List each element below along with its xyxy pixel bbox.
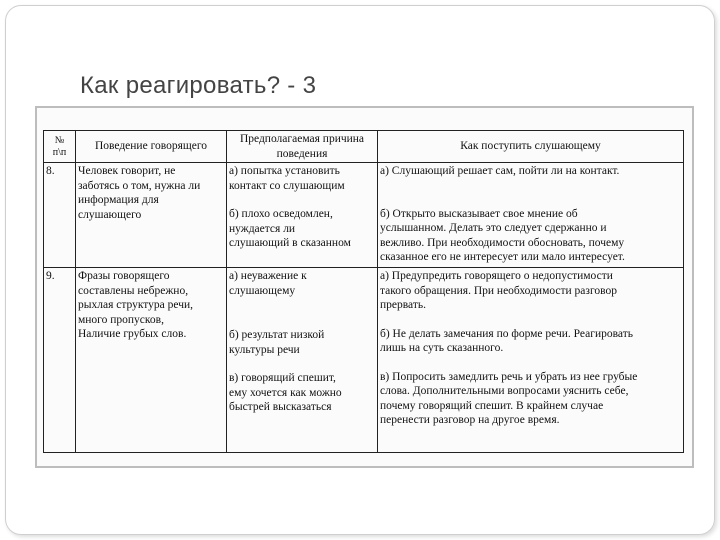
row-number: 8. bbox=[44, 163, 76, 268]
behavior-cell: Фразы говорящего составлены небрежно, рыхлая структура речи, много пропусков, Наличие грубых слов. bbox=[76, 268, 227, 453]
table-header-row bbox=[44, 131, 684, 163]
cause-cell bbox=[227, 163, 378, 268]
action-item: б) Не делать замечания по форме речи. Реагировать лишь на суть сказанного. bbox=[380, 327, 633, 354]
slide-title: Как реагировать? - 3 bbox=[80, 72, 317, 99]
header-cause: Предполагаемая причина поведения bbox=[227, 131, 378, 163]
action-item: а) Предупредить говорящего о недопустимости такого обращения. При необходимости разговор прервать. bbox=[380, 270, 617, 311]
header-action: Как поступить слушающему bbox=[378, 131, 684, 163]
behavior-table bbox=[43, 130, 684, 453]
behavior-cell: Человек говорит, не заботясь о том, нужна ли информация для слушающего bbox=[76, 163, 227, 268]
cause-item: б) результат низкой культуры речи bbox=[229, 329, 325, 356]
row-number: 9. bbox=[44, 268, 76, 453]
action-cell bbox=[378, 163, 684, 268]
header-behavior: Поведение говорящего bbox=[76, 131, 227, 163]
table-row bbox=[44, 268, 684, 453]
header-num: № п\п bbox=[44, 131, 76, 163]
action-item: в) Попросить замедлить речь и убрать из нее грубые слова. Дополнительными вопросами уяснить себе, почему говорящий спешит. В крайнем случае перенести разговор на другое время. bbox=[380, 370, 638, 426]
cause-item: а) попытка установить контакт со слушающим bbox=[229, 165, 345, 192]
cause-item: б) плохо осведомлен, нуждается ли слушающий в сказанном bbox=[229, 208, 351, 249]
cause-item: в) говорящий спешит, ему хочется как можно быстрей высказаться bbox=[229, 372, 342, 413]
action-cell bbox=[378, 268, 684, 453]
cause-item: а) неуважение к слушающему bbox=[229, 270, 307, 297]
table-row bbox=[44, 163, 684, 268]
action-item: а) Слушающий решает сам, пойти ли на контакт. bbox=[380, 165, 620, 177]
cause-cell bbox=[227, 268, 378, 453]
table-image bbox=[35, 106, 694, 468]
action-item: б) Открыто высказывает свое мнение об услышанном. Делать это следует сдержанно и вежливо. При необходимости обосновать, почему сказанное его не интересует или мало интересует. bbox=[380, 207, 625, 263]
